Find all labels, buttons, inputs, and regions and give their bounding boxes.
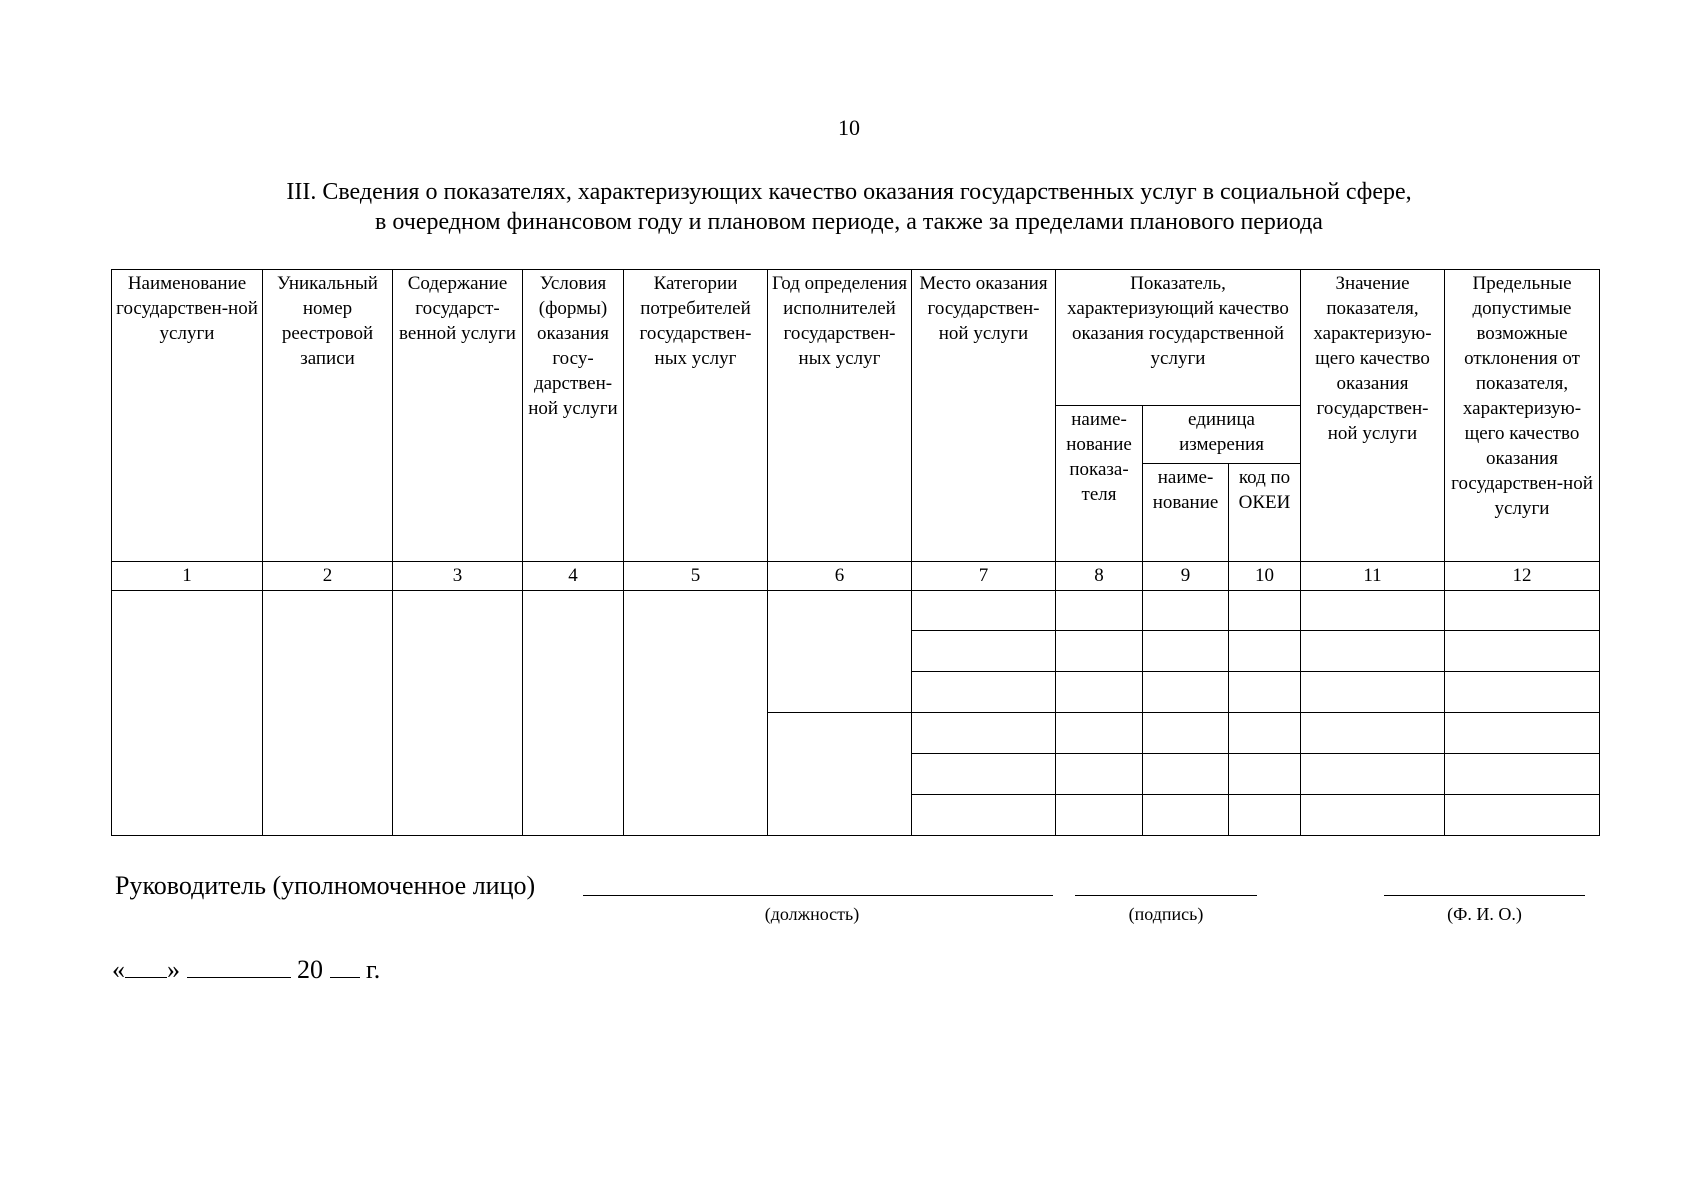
header-service-place: Место оказания государствен-ной услуги bbox=[912, 270, 1056, 562]
table-cell[interactable] bbox=[768, 713, 912, 836]
table-cell[interactable] bbox=[1445, 591, 1600, 631]
header-service-name: Наименование государствен-ной услуги bbox=[112, 270, 263, 562]
table-cell[interactable] bbox=[112, 591, 263, 836]
position-line[interactable] bbox=[583, 895, 1053, 896]
column-number: 12 bbox=[1445, 562, 1600, 591]
table-cell[interactable] bbox=[1143, 631, 1229, 672]
table-cell[interactable] bbox=[1301, 795, 1445, 836]
table-cell[interactable] bbox=[393, 591, 523, 836]
column-number: 8 bbox=[1056, 562, 1143, 591]
column-number: 10 bbox=[1229, 562, 1301, 591]
table-cell[interactable] bbox=[1445, 672, 1600, 713]
table-cell[interactable] bbox=[1143, 713, 1229, 754]
column-number: 3 bbox=[393, 562, 523, 591]
date-close-quote: » bbox=[167, 955, 180, 984]
header-indicator-group: Показатель, характеризующий качество оказания государственной услуги bbox=[1056, 270, 1301, 406]
column-number: 11 bbox=[1301, 562, 1445, 591]
column-number: 1 bbox=[112, 562, 263, 591]
table-cell[interactable] bbox=[1229, 713, 1301, 754]
table-cell[interactable] bbox=[1301, 631, 1445, 672]
month-blank[interactable] bbox=[187, 955, 291, 978]
column-number: 2 bbox=[263, 562, 393, 591]
table-cell[interactable] bbox=[1056, 591, 1143, 631]
year-suffix: г. bbox=[366, 955, 381, 984]
date-line bbox=[112, 954, 380, 986]
full-name-line[interactable] bbox=[1384, 895, 1585, 896]
page-number: 10 bbox=[838, 115, 860, 140]
date-open-quote: « bbox=[112, 955, 125, 984]
column-number: 7 bbox=[912, 562, 1056, 591]
header-consumer-categories: Категории потребителей государствен-ных услуг bbox=[624, 270, 768, 562]
table-cell[interactable] bbox=[912, 795, 1056, 836]
header-indicator-value: Значение показателя, характеризую-щего качество оказания государствен-ной услуги bbox=[1301, 270, 1445, 562]
table-cell[interactable] bbox=[1229, 672, 1301, 713]
table-cell[interactable] bbox=[1445, 795, 1600, 836]
table-cell[interactable] bbox=[912, 754, 1056, 795]
table-row bbox=[112, 591, 1600, 631]
table-cell[interactable] bbox=[912, 591, 1056, 631]
header-allowed-deviations: Предельные допустимые возможные отклонения от показателя, характеризую-щего качество оказания государствен-ной услуги bbox=[1445, 270, 1600, 562]
table-cell[interactable] bbox=[912, 672, 1056, 713]
table-cell[interactable] bbox=[624, 591, 768, 836]
column-number: 5 bbox=[624, 562, 768, 591]
column-number: 6 bbox=[768, 562, 912, 591]
table-cell[interactable] bbox=[1229, 795, 1301, 836]
table-cell[interactable] bbox=[263, 591, 393, 836]
table-cell[interactable] bbox=[1056, 672, 1143, 713]
table-cell[interactable] bbox=[1143, 672, 1229, 713]
header-executor-year: Год определения исполнителей государствен-ных услуг bbox=[768, 270, 912, 562]
header-registry-number: Уникальный номер реестровой записи bbox=[263, 270, 393, 562]
year-blank[interactable] bbox=[330, 955, 360, 978]
table-cell[interactable] bbox=[1301, 591, 1445, 631]
table-cell[interactable] bbox=[1445, 631, 1600, 672]
table-cell[interactable] bbox=[1229, 631, 1301, 672]
table-cell[interactable] bbox=[912, 631, 1056, 672]
signature-caption: (подпись) bbox=[1128, 904, 1204, 924]
column-number: 4 bbox=[523, 562, 624, 591]
table-cell[interactable] bbox=[1143, 754, 1229, 795]
header-unit-group: единица измерения bbox=[1143, 406, 1301, 464]
header-service-conditions: Условия (формы) оказания госу-дарствен-ной услуги bbox=[523, 270, 624, 562]
table-cell[interactable] bbox=[1445, 713, 1600, 754]
signatory-label: Руководитель (уполномоченное лицо) bbox=[115, 871, 536, 900]
table-cell[interactable] bbox=[912, 713, 1056, 754]
table-cell[interactable] bbox=[1301, 754, 1445, 795]
section-title-line-1: III. Сведения о показателях, характеризующих качество оказания государственных услуг в социальной сфере, bbox=[286, 179, 1412, 205]
header-indicator-name: наиме-нование показа-теля bbox=[1056, 406, 1143, 562]
name-caption: (Ф. И. О.) bbox=[1447, 904, 1522, 924]
section-title-line-2: в очередном финансовом году и плановом периоде, а также за пределами планового периода bbox=[375, 209, 1323, 235]
header-unit-name: наиме-нование bbox=[1143, 464, 1229, 562]
table-cell[interactable] bbox=[1229, 591, 1301, 631]
table-cell[interactable] bbox=[1143, 591, 1229, 631]
signature-line[interactable] bbox=[1075, 895, 1257, 896]
table-cell[interactable] bbox=[1056, 713, 1143, 754]
table-cell[interactable] bbox=[1301, 713, 1445, 754]
year-prefix: 20 bbox=[297, 955, 323, 984]
table-cell[interactable] bbox=[1056, 795, 1143, 836]
table-cell[interactable] bbox=[1056, 754, 1143, 795]
position-caption: (должность) bbox=[764, 904, 860, 924]
table-cell[interactable] bbox=[1143, 795, 1229, 836]
header-service-content: Содержание государст-венной услуги bbox=[393, 270, 523, 562]
column-number: 9 bbox=[1143, 562, 1229, 591]
table-cell[interactable] bbox=[1301, 672, 1445, 713]
column-number-row bbox=[112, 562, 1600, 591]
table-cell[interactable] bbox=[768, 591, 912, 713]
table-cell[interactable] bbox=[523, 591, 624, 836]
table-cell[interactable] bbox=[1445, 754, 1600, 795]
quality-indicators-table bbox=[111, 269, 1600, 836]
header-okei-code: код по ОКЕИ bbox=[1229, 464, 1301, 562]
table-cell[interactable] bbox=[1056, 631, 1143, 672]
table-cell[interactable] bbox=[1229, 754, 1301, 795]
section-title bbox=[0, 177, 1698, 237]
day-blank[interactable] bbox=[125, 955, 167, 978]
